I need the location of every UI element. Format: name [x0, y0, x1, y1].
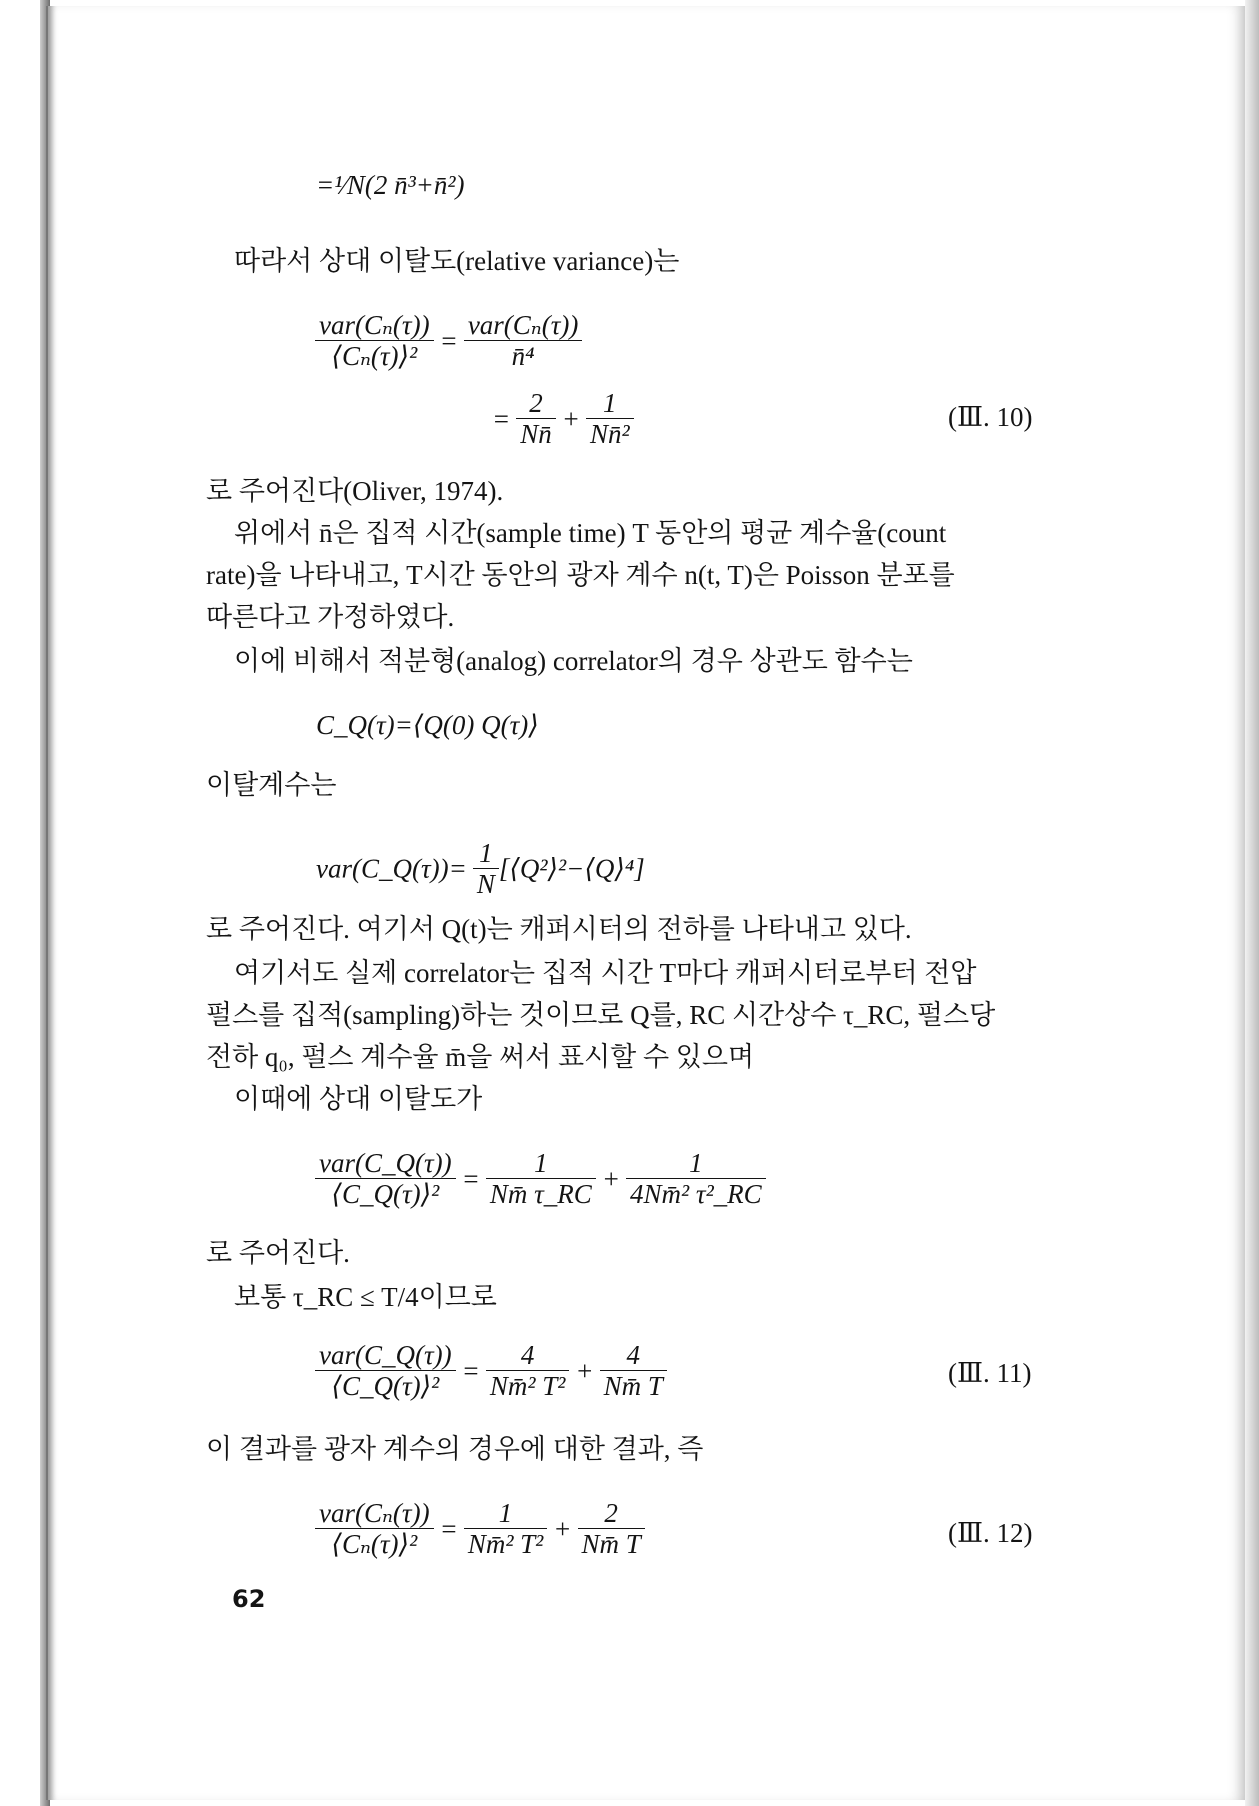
text-variance-coeff: 이탈계수는	[206, 770, 337, 800]
para2: 이에 비해서 적분형(analog) correlator의 경우 상관도 함수는	[234, 646, 913, 676]
para3-line2: 펄스를 집적(sampling)하는 것이므로 Q를, RC 시간상수 τ_RC, 펄스당	[206, 1000, 996, 1030]
equation-label-III-11: (Ⅲ. 11)	[948, 1358, 1032, 1388]
equation-label-III-10: (Ⅲ. 10)	[948, 402, 1033, 432]
equation-top: =¹⁄N(2 n̄³+n̄²)	[316, 170, 465, 200]
para3-line1: 여기서도 실제 correlator는 집적 시간 T마다 캐퍼시터로부터 전압	[234, 958, 977, 988]
page-number: 62	[232, 1585, 266, 1613]
para3-line4: 이때에 상대 이탈도가	[234, 1084, 483, 1114]
para1-line2: rate)을 나타내고, T시간 동안의 광자 계수 n(t, T)은 Poisson 분포를	[206, 560, 955, 590]
text-usually: 보통 τ_RC ≤ T/4이므로	[234, 1282, 497, 1312]
page-edge-right	[1245, 0, 1259, 1806]
text-given: 로 주어진다.	[206, 1238, 350, 1268]
para1-line1: 위에서 n̄은 집적 시간(sample time) T 동안의 평균 계수율(count	[234, 518, 947, 548]
equation-relative-variance-analog: $\frac{\text{var(C\_Q(τ))}}{\text{⟨C\_Q(τ)⟩²}}$ = $\frac{1}{Nm̄ \tau\_RC}$ + $\frac{1}{\text{4Nm̄² τ²\_RC}}$	[315, 1148, 766, 1209]
para3-line3: 전하 q₀, 펄스 계수율 m̄을 써서 표시할 수 있으며	[206, 1042, 755, 1072]
text-compare: 이 결과를 광자 계수의 경우에 대한 결과, 즉	[206, 1434, 704, 1464]
equation-var-CQ: var(C_Q(τ))= $\frac{1}{N}$ [⟨Q²⟩²−⟨Q⟩⁴]	[316, 838, 645, 899]
para1-line3: 따른다고 가정하였다.	[206, 602, 455, 632]
equation-III-11: $\frac{\text{var(C\_Q(τ))}}{\text{⟨C\_Q(τ)⟩²}}$ = $\frac{4}{\text{Nm̄² T²}}$ + $\frac{4}{Nm̄ T}$	[315, 1340, 667, 1401]
equation-III-10-line2: = $\frac{2}{Nn̄}$ + $\frac{1}{\text{Nn̄²}}$	[486, 388, 634, 449]
equation-III-12: $\frac{\text{var(Cₙ(τ))}}{\text{⟨Cₙ(τ)⟩²}}$ = $\frac{1}{\text{Nm̄² T²}}$ + $\frac{2}{Nm̄ T}$	[315, 1498, 645, 1559]
equation-label-III-12: (Ⅲ. 12)	[948, 1518, 1033, 1548]
equation-III-10-line1: $\frac{\text{var(Cₙ(τ))}}{\text{⟨Cₙ(τ)⟩²}}$ = $\frac{\text{var(Cₙ(τ))}}{\text{n̄⁴}}$	[315, 310, 582, 371]
text-oliver: 로 주어진다(Oliver, 1974).	[206, 476, 504, 506]
text-charge: 로 주어진다. 여기서 Q(t)는 캐퍼시터의 전하를 나타내고 있다.	[206, 914, 912, 944]
equation-CQ: C_Q(τ)=⟨Q(0) Q(τ)⟩	[316, 710, 539, 740]
text-relative-variance: 따라서 상대 이탈도(relative variance)는	[234, 246, 680, 276]
